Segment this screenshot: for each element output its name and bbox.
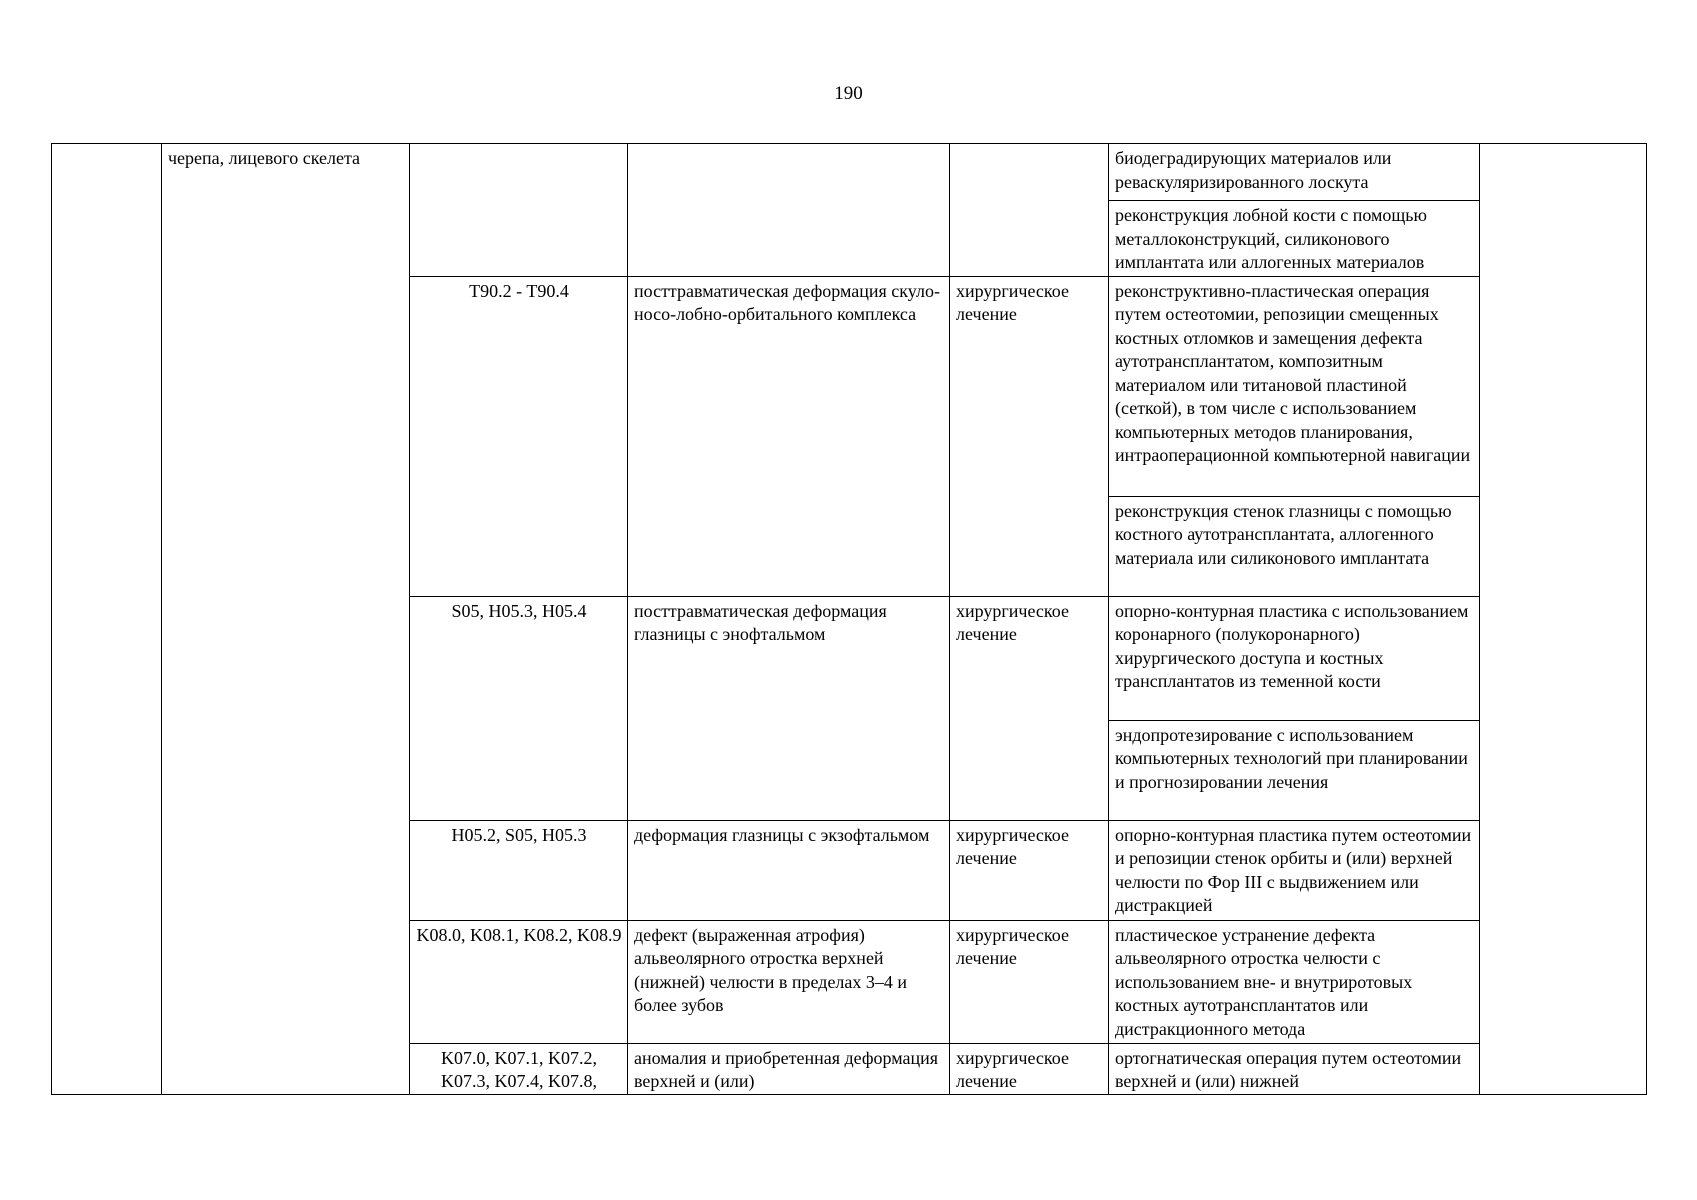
table-cell-treatment: хирургическое лечение [950,276,1109,596]
table-cell-method: реконструктивно-пластическая операция путем остеотомии, репозиции смещенных костных отломков и замещения дефекта аутотрансплантатом, композитным материалом или титановой пластиной (сеткой), в том числе с использованием компьютерных методов планирования, интраоперационной компьютерной навигации [1109,276,1480,496]
table-cell-treatment: хирургическое лечение [950,596,1109,820]
table-cell-method: опорно-контурная пластика с использованием коронарного (полукоронарного) хирургического доступа и костных трансплантатов из теменной кости [1109,596,1480,720]
table-cell-diagnosis: посттравматическая деформация скуло-носо-лобно-орбитального комплекса [628,276,950,596]
medical-procedures-table [51,143,1647,1095]
table-cell-method: реконструкция стенок глазницы с помощью костного аутотрансплантата, аллогенного материала или силиконового имплантата [1109,496,1480,596]
table-cell-method: реконструкция лобной кости с помощью металлоконструкций, силиконового имплантата или аллогенных материалов [1109,201,1480,277]
table-cell-diagnosis [628,144,950,277]
table-cell-diagnosis: посттравматическая деформация глазницы с энофтальмом [628,596,950,820]
table-cell-method: пластическое устранение дефекта альвеолярного отростка челюсти с использованием вне- и внутриротовых костных аутотрансплантатов или дистракционного метода [1109,920,1480,1043]
table-cell-diagnosis: дефект (выраженная атрофия) альвеолярного отростка верхней (нижней) челюсти в пределах 3–4 и более зубов [628,920,950,1043]
table-cell-method: ортогнатическая операция путем остеотомии верхней и (или) нижней [1109,1043,1480,1094]
table-cell-codes [410,144,628,277]
table-cell-method: эндопротезирование с использованием компьютерных технологий при планировании и прогнозировании лечения [1109,720,1480,820]
table-cell-codes: T90.2 - T90.4 [410,276,628,596]
page-number: 190 [834,83,863,104]
table-cell-method: биодеградирующих материалов или реваскуляризированного лоскута [1109,144,1480,201]
table-cell-treatment [950,144,1109,277]
table-cell-treatment: хирургическое лечение [950,920,1109,1043]
table-cell-codes: S05, H05.3, H05.4 [410,596,628,820]
table-cell-codes: K08.0, K08.1, K08.2, K08.9 [410,920,628,1043]
table-cell-treatment: хирургическое лечение [950,1043,1109,1094]
table-cell-col1 [52,144,162,1095]
table-cell-method: опорно-контурная пластика путем остеотомии и репозиции стенок орбиты и (или) верхней челюсти по Фор III с выдвижением или дистракцией [1109,820,1480,920]
table-cell-treatment: хирургическое лечение [950,820,1109,920]
table-cell-col7 [1480,144,1647,1095]
table-cell-codes: K07.0, K07.1, K07.2, K07.3, K07.4, K07.8, [410,1043,628,1094]
table-cell-codes: H05.2, S05, H05.3 [410,820,628,920]
table-cell-diagnosis: деформация глазницы с экзофтальмом [628,820,950,920]
table-cell-col2: черепа, лицевого скелета [162,144,410,1095]
table-cell-diagnosis: аномалия и приобретенная деформация верхней и (или) [628,1043,950,1094]
